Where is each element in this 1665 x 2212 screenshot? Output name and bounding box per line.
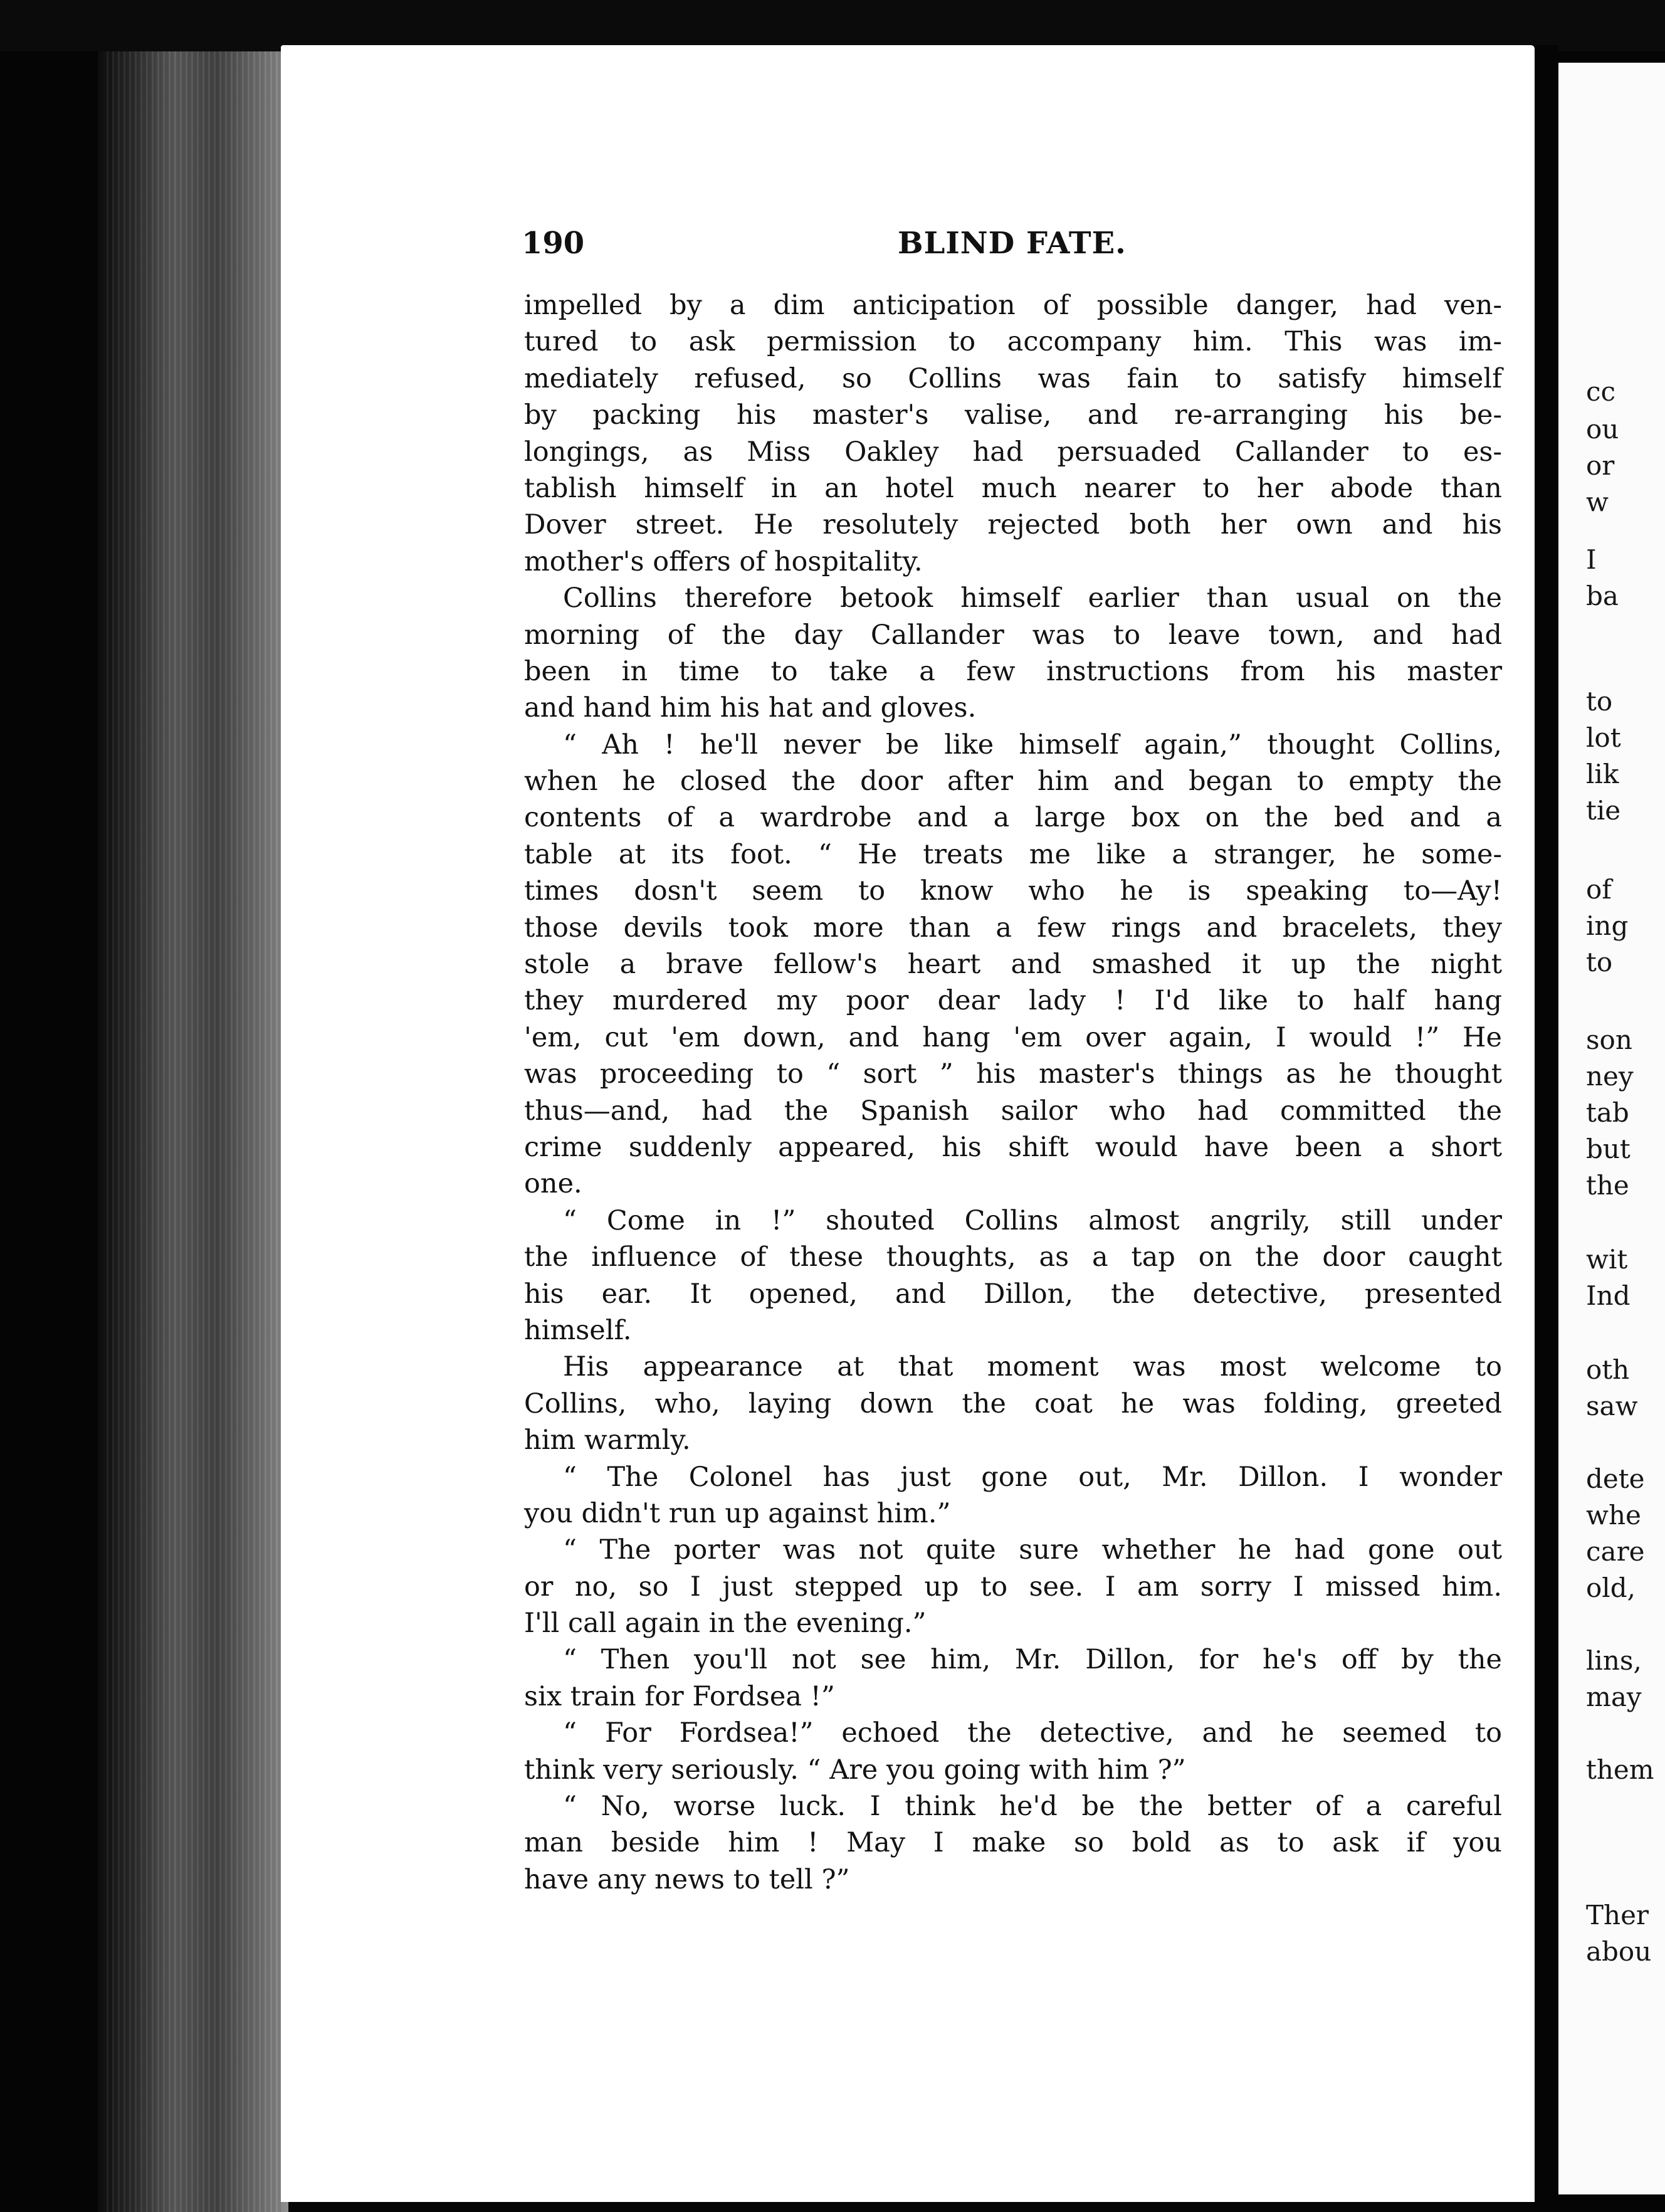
facing-page-fragment: wit (1586, 1244, 1628, 1275)
text-line: “ The porter was not quite sure whether he had gone out (563, 1534, 1502, 1566)
facing-page-fragment: tab (1586, 1097, 1629, 1128)
text-line: and hand him his hat and gloves. (524, 692, 977, 724)
facing-page-fragment: Ind (1586, 1280, 1631, 1311)
facing-page-fragment: cc (1586, 376, 1616, 407)
text-line: by packing his master's valise, and re-arranging his be- (524, 399, 1502, 431)
text-line: those devils took more than a few rings and bracelets, they (524, 912, 1502, 944)
facing-page-fragment: oth (1586, 1354, 1630, 1385)
text-line: Dover street. He resolutely rejected both her own and his (524, 509, 1502, 541)
text-line: his ear. It opened, and Dillon, the detective, presented (524, 1278, 1502, 1310)
text-line: tured to ask permission to accompany him. This was im- (524, 326, 1502, 358)
facing-page-fragment: them (1586, 1754, 1654, 1785)
text-line: “ For Fordsea!” echoed the detective, and he seemed to (563, 1717, 1502, 1749)
text-line: Collins therefore betook himself earlier than usual on the (563, 582, 1502, 614)
text-line: morning of the day Callander was to leave town, and had (524, 619, 1502, 651)
text-line: when he closed the door after him and began to empty the (524, 766, 1502, 798)
text-line: think very seriously. “ Are you going with him ?” (524, 1754, 1186, 1786)
running-title: BLIND FATE. (898, 226, 1127, 261)
facing-page-fragment: of (1586, 874, 1612, 905)
facing-page-fragment: but (1586, 1134, 1631, 1164)
text-line: him warmly. (524, 1425, 691, 1456)
facing-page-fragment: or (1586, 450, 1615, 481)
top-dark-band (0, 0, 1665, 51)
text-line: impelled by a dim anticipation of possible danger, had ven- (524, 290, 1502, 321)
facing-page-fragment: to (1586, 947, 1613, 977)
text-line: Collins, who, laying down the coat he was folding, greeted (524, 1388, 1502, 1419)
text-line: crime suddenly appeared, his shift would have been a short (524, 1131, 1502, 1163)
text-line: or no, so I just stepped up to see. I am sorry I missed him. (524, 1571, 1502, 1603)
text-line: man beside him ! May I make so bold as to ask if you (524, 1827, 1502, 1859)
text-line: “ Ah ! he'll never be like himself again,” thought Collins, (563, 729, 1502, 761)
facing-page-fragment: I (1586, 544, 1597, 575)
text-line: 'em, cut 'em down, and hang 'em over again, I would !” He (524, 1021, 1502, 1053)
facing-page-fragment: ing (1586, 910, 1629, 941)
text-line: one. (524, 1168, 582, 1200)
page-number: 190 (522, 226, 585, 261)
page-divider (1535, 45, 1558, 2212)
facing-page-fragment: dete (1586, 1463, 1645, 1494)
facing-page-fragment: care (1586, 1536, 1645, 1567)
text-line: “ Come in !” shouted Collins almost angrily, still under (563, 1204, 1502, 1236)
facing-page-fragment: lins, (1586, 1645, 1642, 1676)
facing-page-fragment: lot (1586, 722, 1621, 753)
text-line: contents of a wardrobe and a large box on the bed and a (524, 802, 1502, 834)
text-line: table at its foot. “ He treats me like a stranger, he some- (524, 838, 1502, 870)
text-line: mediately refused, so Collins was fain to satisfy himself (524, 362, 1502, 394)
facing-page-fragment: ba (1586, 581, 1619, 611)
facing-page-fragment: ou (1586, 414, 1619, 445)
book-spine-texture (107, 51, 282, 2212)
text-line: “ The Colonel has just gone out, Mr. Dillon. I wonder (563, 1461, 1502, 1493)
facing-page-fragment: ney (1586, 1061, 1634, 1092)
text-line: thus—and, had the Spanish sailor who had committed the (524, 1095, 1502, 1127)
text-line: “ No, worse luck. I think he'd be the better of a careful (563, 1791, 1502, 1823)
text-line: times dosn't seem to know who he is speaking to—Ay! (524, 875, 1502, 907)
facing-page-fragment: lik (1586, 759, 1619, 789)
text-line: stole a brave fellow's heart and smashed it up the night (524, 949, 1502, 981)
text-line: longings, as Miss Oakley had persuaded Callander to es- (524, 436, 1502, 468)
facing-page-fragment: w (1586, 487, 1609, 517)
page-body-text (524, 287, 1502, 1898)
facing-page-fragment: son (1586, 1024, 1632, 1055)
text-line: you didn't run up against him.” (524, 1497, 951, 1529)
facing-page-fragment: Ther (1586, 1900, 1649, 1930)
facing-page-fragment: old, (1586, 1572, 1636, 1603)
facing-page-fragment: abou (1586, 1936, 1652, 1967)
text-line: himself. (524, 1314, 632, 1346)
text-line: the influence of these thoughts, as a tap on the door caught (524, 1241, 1502, 1273)
text-line: mother's offers of hospitality. (524, 545, 923, 577)
text-line: His appearance at that moment was most welcome to (563, 1351, 1502, 1383)
text-line: six train for Fordsea !” (524, 1680, 835, 1712)
text-line: have any news to tell ?” (524, 1863, 850, 1895)
text-line: been in time to take a few instructions from his master (524, 655, 1502, 687)
facing-page-fragment: whe (1586, 1500, 1641, 1530)
text-line: I'll call again in the evening.” (524, 1608, 927, 1640)
text-line: was proceeding to “ sort ” his master's things as he thought (524, 1058, 1502, 1090)
facing-page-fragment: to (1586, 686, 1613, 717)
facing-page-fragment: the (1586, 1170, 1629, 1201)
text-line: “ Then you'll not see him, Mr. Dillon, for he's off by the (563, 1644, 1502, 1676)
facing-page-fragment: saw (1586, 1391, 1638, 1421)
text-line: they murdered my poor dear lady ! I'd like to half hang (524, 985, 1502, 1017)
facing-page-fragment: may (1586, 1682, 1642, 1712)
text-line: tablish himself in an hotel much nearer to her abode than (524, 472, 1502, 504)
facing-page-fragment: tie (1586, 795, 1621, 826)
